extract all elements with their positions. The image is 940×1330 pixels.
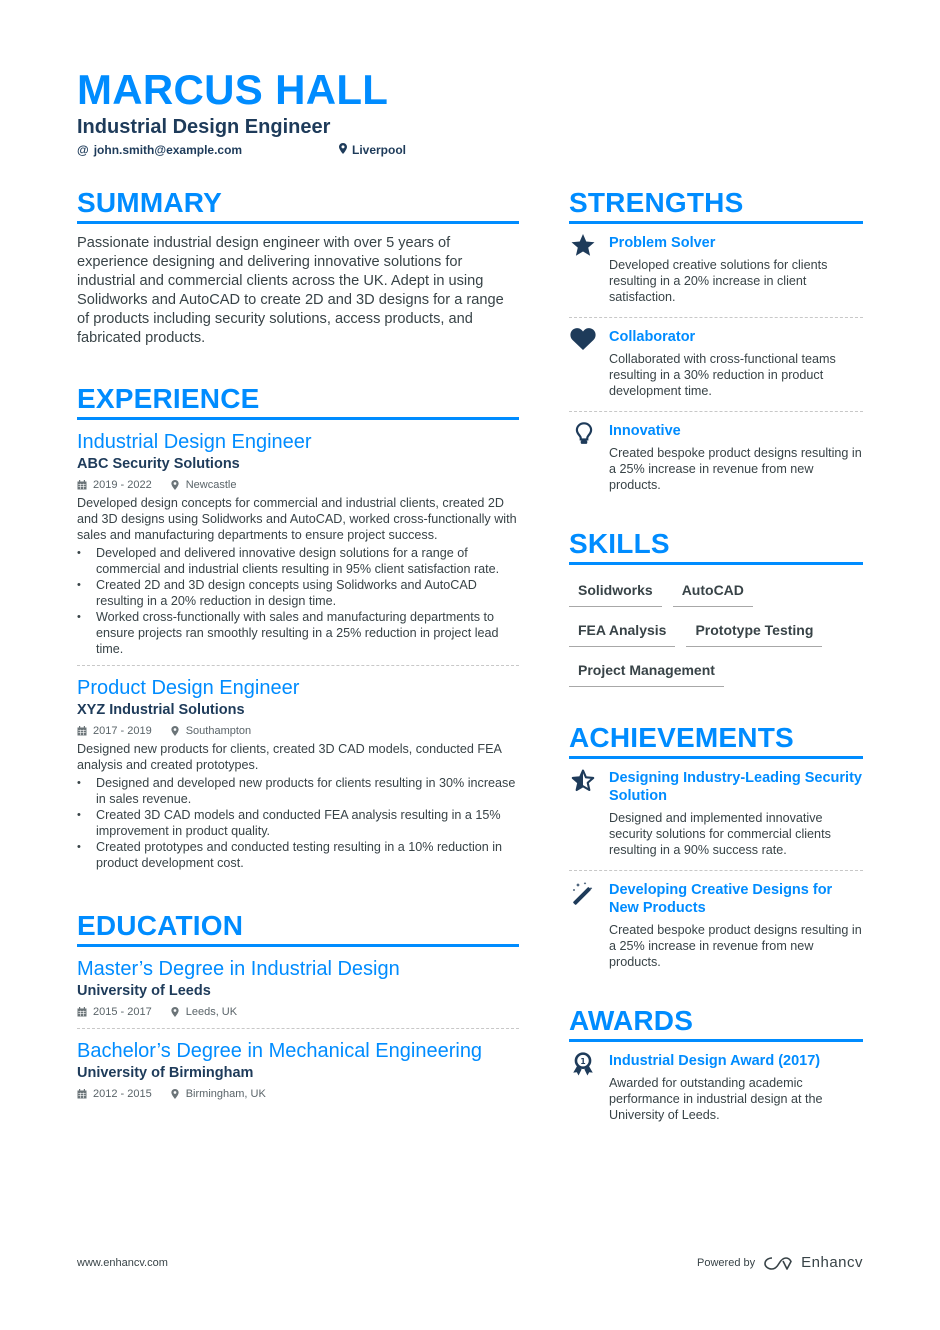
star-half-icon [569,769,609,858]
job-dates: 2019 - 2022 [77,477,152,493]
star-icon [569,234,609,305]
svg-text:1: 1 [580,1056,586,1066]
section-title-experience: EXPERIENCE [77,382,519,420]
candidate-name: MARCUS HALL [77,66,389,113]
education-section [77,909,519,1110]
education-entry [77,947,519,1028]
website-link[interactable]: www.enhancv.com [77,1256,168,1269]
strength-item [569,317,863,411]
skill-tag: Project Management [569,655,724,687]
achievement-desc: Created bespoke product designs resulting in a 25% increase in revenue from new products. [609,923,862,969]
education-dates: 2015 - 2017 [77,1004,152,1020]
skills-section [569,527,863,695]
achievement-item [569,870,863,982]
job-location: Newcastle [170,477,237,493]
section-title-skills: SKILLS [569,527,863,565]
strength-desc: Collaborated with cross-functional teams resulting in a 30% reduction in product development time. [609,352,836,398]
bullet-item: • Created 2D and 3D design concepts using Solidworks and AutoCAD resulting in a 20% reduction in design time. [77,577,519,609]
education-dates: 2012 - 2015 [77,1086,152,1102]
resume-header [77,66,877,158]
heart-icon [569,328,609,399]
bullet-item: • Created prototypes and conducted testing resulting in a 10% reduction in product development cost. [77,839,519,871]
summary-text: Passionate industrial design engineer with over 5 years of experience designing and delivering innovative solutions for industrial and commercial clients across the UK. Adept in using Solidworks and AutoCAD to create 2D and 3D designs for a range of products including security solutions, access products, and fabricated products. [77,235,504,346]
calendar-icon [77,1007,87,1017]
experience-entry [77,665,519,879]
skill-tag: FEA Analysis [569,615,675,647]
strengths-section [569,186,863,505]
skill-tag: Solidworks [569,575,662,607]
strength-desc: Developed creative solutions for clients resulting in a 20% increase in client satisfaction. [609,258,828,304]
skill-tag: AutoCAD [673,575,753,607]
strength-desc: Created bespoke product designs resulting in a 25% increase in revenue from new products. [609,446,862,492]
strength-item [569,411,863,505]
summary-section [77,186,519,348]
powered-by [697,1254,863,1271]
map-pin-icon [170,480,180,490]
job-bullets [77,775,519,871]
magic-wand-icon [569,881,609,970]
school-name: University of Leeds [77,983,211,999]
job-title: Industrial Design Engineer [77,431,312,453]
education-entry [77,1028,519,1110]
calendar-icon [77,726,87,736]
achievements-section [569,721,863,982]
calendar-icon [77,1089,87,1099]
education-location: Birmingham, UK [170,1086,266,1102]
section-title-awards: AWARDS [569,1004,863,1042]
strength-title: Collaborator [609,329,696,345]
page-footer [77,1254,863,1271]
map-pin-icon [170,1089,180,1099]
job-location: Southampton [170,723,251,739]
map-pin-icon [170,1007,180,1017]
award-item [569,1042,863,1135]
bullet-item: • Developed and delivered innovative design solutions for a range of commercial and industrial clients resulting in 95% client satisfaction rate. [77,545,519,577]
degree-title: Master’s Degree in Industrial Design [77,958,400,980]
section-title-summary: SUMMARY [77,186,519,224]
experience-section [77,382,519,879]
job-description: Developed design concepts for commercial and industrial clients, created 2D and 3D designs using Solidworks and AutoCAD, worked cross-functionally with sales and manufacturing departments to ensure project success. [77,496,517,542]
skills-list [569,565,863,695]
lightbulb-icon [569,422,609,493]
enhancv-logo[interactable] [763,1254,863,1271]
bullet-item: • Designed and developed new products for clients resulting in 30% increase in sales revenue. [77,775,519,807]
enhancv-logo-icon [763,1255,795,1271]
strength-title: Problem Solver [609,235,716,251]
powered-by-label: Powered by [697,1256,756,1269]
achievement-desc: Designed and implemented innovative security solutions for commercial clients resulting in a 90% success rate. [609,811,831,857]
experience-entry [77,420,519,665]
education-meta [77,1086,519,1102]
strength-title: Innovative [609,423,681,439]
award-title: Industrial Design Award (2017) [609,1053,821,1069]
company-name: ABC Security Solutions [77,456,240,472]
skill-tag: Prototype Testing [686,615,822,647]
candidate-title: Industrial Design Engineer [77,116,331,138]
degree-title: Bachelor’s Degree in Mechanical Engineering [77,1040,483,1062]
map-pin-icon [170,726,180,736]
right-column [569,186,863,1165]
brand-name: Enhancv [801,1254,863,1271]
award-medal-icon [569,1052,609,1123]
section-title-achievements: ACHIEVEMENTS [569,721,863,759]
awards-section [569,1004,863,1135]
achievement-title: Designing Industry-Leading Security Solution [609,770,862,804]
bullet-item: • Worked cross-functionally with sales and manufacturing departments to ensure projects ran smoothly resulting in a 25% reduction in project lead time. [77,609,519,657]
job-meta [77,477,519,493]
job-title: Product Design Engineer [77,677,300,699]
bullet-item: • Created 3D CAD models and conducted FEA analysis resulting in a 15% improvement in product quality. [77,807,519,839]
calendar-icon [77,480,87,490]
location-text: Liverpool [352,143,407,157]
job-bullets [77,545,519,657]
section-title-education: EDUCATION [77,909,519,947]
contact-info [77,142,877,158]
award-desc: Awarded for outstanding academic performance in industrial design at the University of Leeds. [609,1076,823,1122]
email-text: john.smith@example.com [93,143,243,157]
contact-location [339,142,406,158]
strength-item [569,224,863,317]
job-description: Designed new products for clients, created 3D CAD models, conducted FEA analysis and created prototypes. [77,742,502,772]
education-location: Leeds, UK [170,1004,237,1020]
education-meta [77,1004,519,1020]
section-title-strengths: STRENGTHS [569,186,863,224]
achievement-title: Developing Creative Designs for New Products [609,882,833,916]
job-dates: 2017 - 2019 [77,723,152,739]
map-pin-icon [339,142,347,158]
school-name: University of Birmingham [77,1065,254,1081]
left-column [77,186,519,1140]
achievement-item [569,759,863,870]
contact-email[interactable] [77,142,339,158]
job-meta [77,723,519,739]
at-icon: @ [77,143,89,157]
company-name: XYZ Industrial Solutions [77,702,245,718]
